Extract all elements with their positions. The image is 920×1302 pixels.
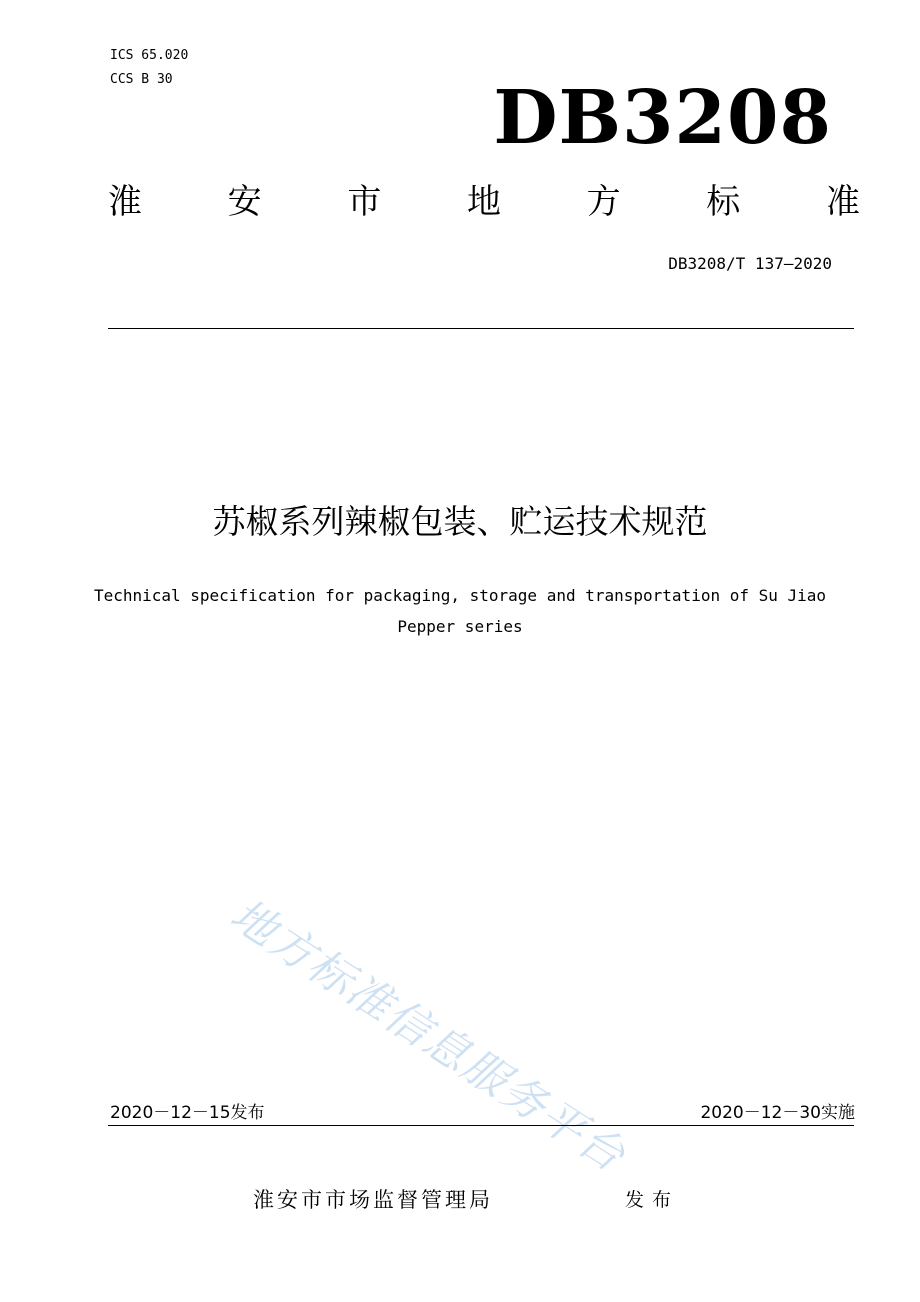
standard-type-char: 市 — [347, 182, 382, 222]
footer-divider — [108, 1125, 854, 1126]
publisher-name: 淮安市市场监督管理局 — [253, 1188, 493, 1212]
implementation-date: 2020－12－30实施 — [700, 1103, 855, 1123]
standard-code-logo: DB3208 — [493, 75, 832, 161]
standard-type-char: 安 — [227, 182, 262, 222]
standard-type-char: 准 — [825, 182, 860, 222]
standard-type-char: 标 — [706, 182, 741, 222]
publisher-suffix: 发布 — [625, 1189, 680, 1211]
watermark: 地方标准信息服务平台 — [221, 889, 635, 1183]
document-title-en: Technical specification for packaging, storage and transportation of Su Jiao Pepper series — [93, 586, 827, 636]
issue-date: 2020－12－15发布 — [110, 1103, 265, 1123]
standard-type-heading — [108, 180, 860, 224]
standard-type-char: 方 — [586, 182, 621, 222]
standard-type-char: 淮 — [108, 182, 142, 222]
standard-type-char: 地 — [466, 182, 501, 222]
header-divider — [108, 328, 854, 329]
standard-number: DB3208/T 137—2020 — [668, 254, 832, 273]
ccs-code: CCS B 30 — [110, 72, 173, 87]
document-title-cn: 苏椒系列辣椒包装、贮运技术规范 — [212, 502, 708, 541]
ics-code: ICS 65.020 — [110, 48, 189, 63]
